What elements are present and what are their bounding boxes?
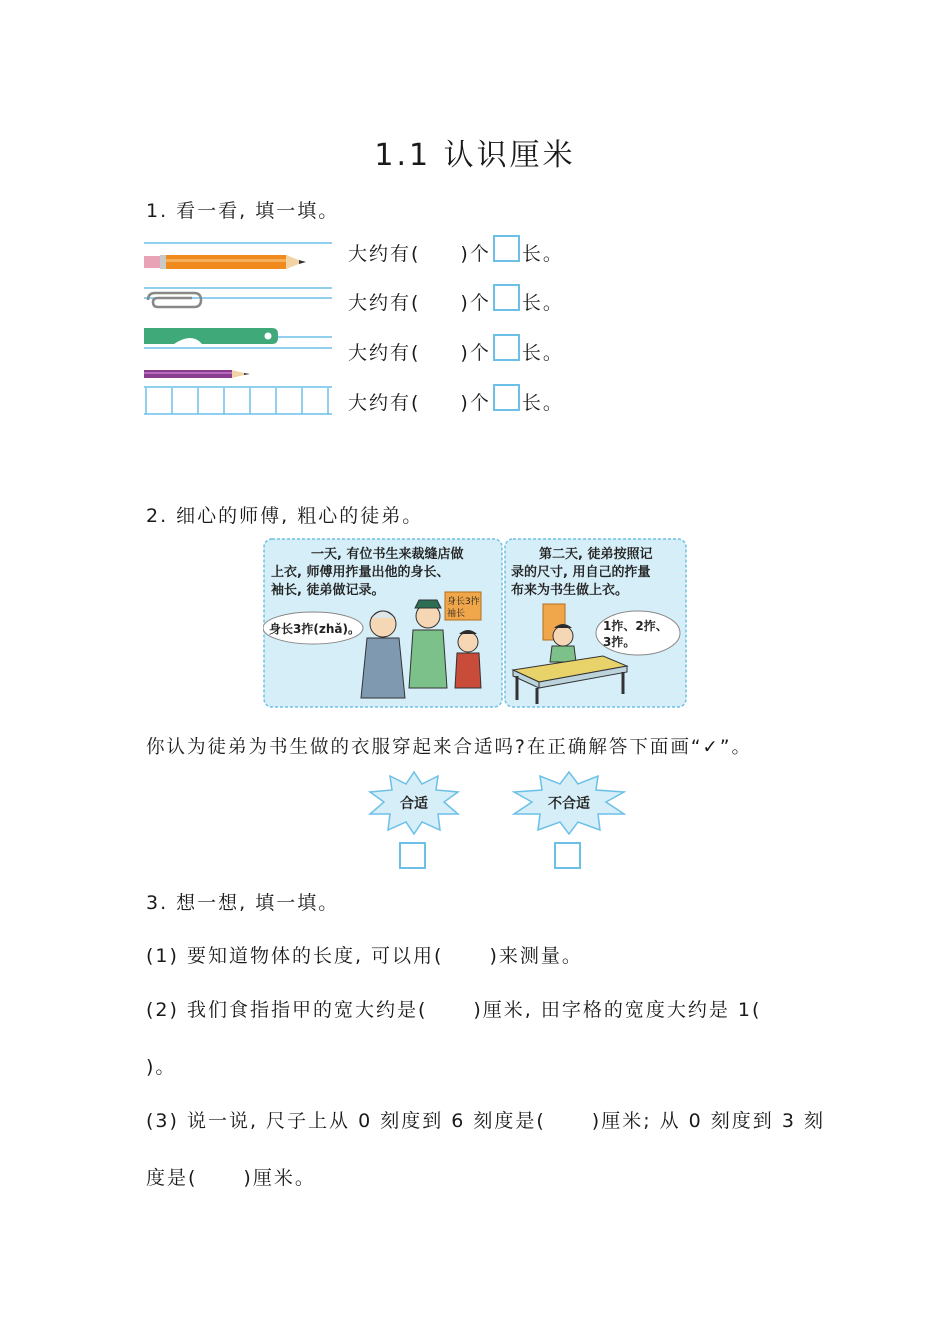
q1-row-suffix: 长。 (521, 243, 564, 265)
q1-row-prefix: 大约有( (348, 342, 421, 364)
q3-p1-text-a: (1) 要知道物体的长度, 可以用( (146, 945, 444, 967)
q1-row-suffix: 长。 (521, 292, 564, 314)
q2-heading: 2. 细心的师傅, 粗心的徒弟。 (146, 505, 424, 527)
panel1-line-2: 上衣, 师傅用拃量出他的身长、 (271, 565, 450, 580)
option-unsuitable-checkbox[interactable] (554, 842, 581, 869)
q1-row-1 (348, 239, 564, 266)
q1-row-mid: )个 (460, 392, 491, 414)
option-unsuitable-badge (512, 770, 626, 840)
q1-heading: 1. 看一看, 填一填。 (146, 200, 340, 222)
q2-question: 你认为徒弟为书生做的衣服穿起来合适吗?在正确解答下面画“✓”。 (146, 737, 752, 758)
panel1-line-3: 袖长, 徒弟做记录。 (271, 583, 385, 598)
panel1-line-1: 一天, 有位书生来裁缝店做 (311, 547, 464, 562)
q3-p1-text-b: )来测量。 (489, 945, 583, 967)
option-suitable-checkbox[interactable] (399, 842, 426, 869)
panel2-bubble-line-2: 3拃。 (603, 635, 636, 649)
q3-p2-text-c: )。 (146, 1056, 177, 1078)
q3-heading: 3. 想一想, 填一填。 (146, 892, 340, 914)
unit-square (493, 334, 520, 361)
panel2-bubble-line-1: 1拃、2拃、 (603, 619, 668, 633)
q1-row-suffix: 长。 (521, 392, 564, 414)
q1-row-prefix: 大约有( (348, 392, 421, 414)
q3-p2-text-a: (2) 我们食指指甲的宽大约是( (146, 999, 428, 1021)
q1-row-mid: )个 (460, 243, 491, 265)
panel1-note-line-2: 袖长 (447, 609, 466, 619)
q1-row-mid: )个 (460, 292, 491, 314)
q1-row-4 (348, 388, 564, 415)
page-title: 1.1 认识厘米 (374, 138, 576, 173)
option-suitable-badge (368, 770, 460, 840)
pencil-purple-icon (144, 366, 254, 385)
panel1-note-line-1: 身长3拃 (447, 597, 480, 607)
ruler-green-icon (144, 326, 284, 350)
unit-square (493, 235, 520, 262)
q3-p3-text-a: (3) 说一说, 尺子上从 0 刻度到 6 刻度是( (146, 1110, 546, 1132)
q3-part-2-cont (146, 1052, 176, 1079)
panel2-line-1: 第二天, 徒弟按照记 (539, 547, 653, 562)
q1-row-suffix: 长。 (521, 342, 564, 364)
q3-part-3-cont (146, 1163, 316, 1190)
panel2-line-2: 录的尺寸, 用自己的拃量 (511, 565, 651, 580)
comic-strip (263, 538, 687, 708)
q1-row-prefix: 大约有( (348, 243, 421, 265)
option-unsuitable-label: 不合适 (548, 796, 590, 812)
q3-p3-text-d: )厘米。 (243, 1167, 316, 1189)
q3-p3-text-b: )厘米; 从 0 刻度到 3 刻 (591, 1110, 825, 1132)
q3-p3-text-c: 度是( (146, 1167, 198, 1189)
q1-row-prefix: 大约有( (348, 292, 421, 314)
unit-square (493, 284, 520, 311)
unit-square (493, 384, 520, 411)
q1-row-2 (348, 288, 564, 315)
q3-part-3 (146, 1106, 825, 1133)
q1-row-3 (348, 338, 564, 365)
panel2-line-3: 布来为书生做上衣。 (511, 583, 629, 598)
panel1-bubble: 身长3拃(zhǎ)。 (269, 622, 360, 636)
q3-part-1 (146, 941, 583, 968)
apprentice-figure (455, 630, 481, 688)
q3-p2-text-b: )厘米, 田字格的宽度大约是 1( (473, 999, 762, 1021)
q3-part-2 (146, 995, 761, 1022)
option-suitable-label: 合适 (400, 796, 428, 812)
q1-row-mid: )个 (460, 342, 491, 364)
paperclip-icon (144, 290, 204, 314)
pencil-orange-icon (144, 252, 309, 276)
